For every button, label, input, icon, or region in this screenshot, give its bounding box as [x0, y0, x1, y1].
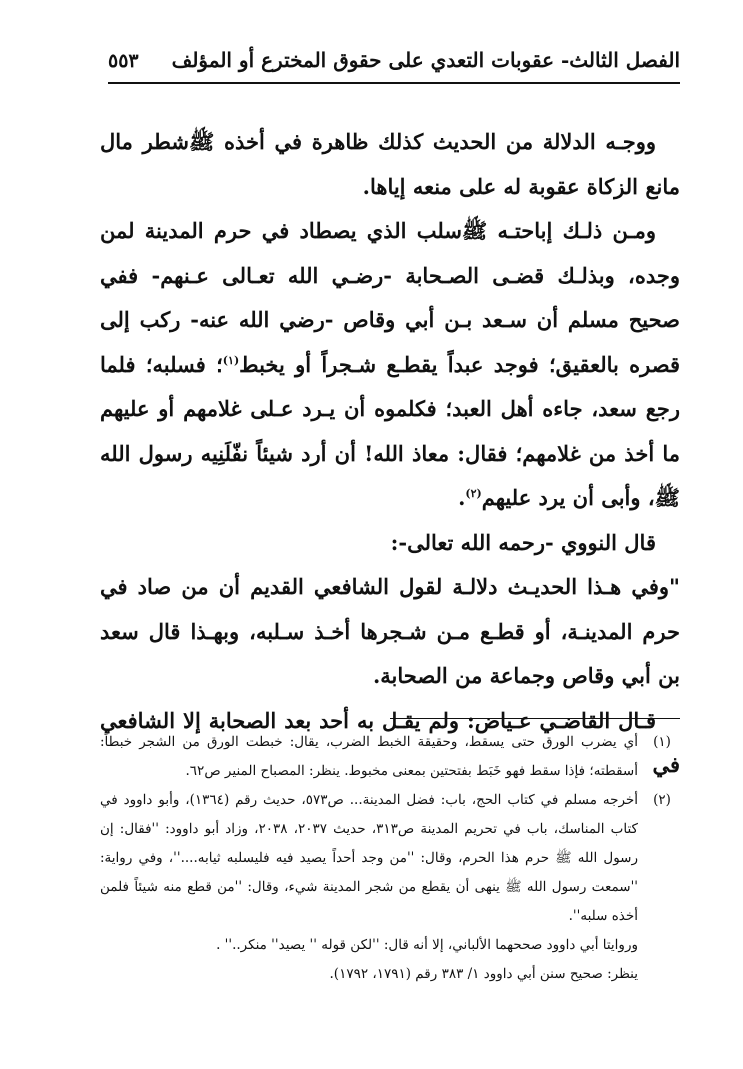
- footnotes: [100, 728, 680, 989]
- running-header: [108, 42, 680, 82]
- chapter-title: الفصل الثالث- عقوبات التعدي على حقوق المخترع أو المؤلف: [171, 48, 680, 72]
- footnote-text: أخرجه مسلم في كتاب الحج، باب: فضل المدينة... ص٥٧٣، حديث رقم (١٣٦٤)، وأبو داوود في كتاب المناسك، باب في تحريم المدينة ص٣١٣، حديث ٢٠٣٧، ٢٠٣٨، وزاد أبو داوود: ''فقال: إن رسول الله ﷺ حرم هذا الحرم، وقال: ''من وجد أحداً يصيد فيه فليسلبه ثيابه....''، وفي رواية: ''سمعت رسول الله ﷺ ينهى أن يقطع من شجر المدينة شيء، وقال: ''من قطع منه شيئاً فلمن أخذه سلبه''.: [100, 792, 638, 924]
- paragraph-2-part-b: ؛ فسلبه؛ فلما رجع سعد، جاءه أهل العبد؛ فكلموه أن يـرد عـلى غلامهم أو عليهم ما أخذ من غلامهم؛ فقال: معاذ الله! أن أرد شيئاً نفّلَنِيه رسول الله ﷺ، وأبى أن يرد عليهم: [100, 351, 680, 510]
- main-text: [100, 120, 680, 788]
- paragraph-4-quote: "وفي هـذا الحديـث دلالـة لقول الشافعي القديم أن من صاد في حرم المدينـة، أو قطـع مـن شـجرها أخـذ سـلبه، وبهـذا قال سعد بن أبي وقاص وجماعة من الصحابة.: [100, 574, 680, 688]
- paragraph-5: قـال القاضـي عـياض: ولم يقـل به أحد بعد الصحابة إلا الشافعي في: [100, 707, 680, 777]
- paragraph-1: ووجـه الدلالة من الحديث كذلك ظاهرة في أخذه ﷺشطر مال مانع الزكاة عقوبة له على منعه إياها.: [100, 129, 680, 199]
- footnote-text: وروايتا أبي داوود صححهما الألباني، إلا أنه قال: ''لكن قوله '' يصيد'' منكر..'' .: [216, 937, 638, 953]
- footnote-separator: [390, 718, 680, 719]
- paragraph-2: [100, 209, 680, 521]
- header-rule: [108, 82, 680, 84]
- footnote-number: (٢): [653, 792, 671, 808]
- footnote-ref-1[interactable]: (١): [222, 353, 240, 367]
- page-number: ٥٥٣: [108, 50, 139, 72]
- footnote-ref-2[interactable]: (٢): [465, 487, 482, 500]
- paragraph-3: قال النووي -رحمه الله تعالى-:: [390, 529, 656, 555]
- paragraph-2-part-a: ومـن ذلـك إباحتـه ﷺسلب الذي يصطاد في حرم المدينة لمن وجده، وبذلـك قضـى الصـحابة -رضـي الله تعـالى عـنهم- ففي صحيح مسلم أن سـعد بـن أبي وقاص -رضي الله عنه- ركب إلى قصره بالعقيق؛ فوجد عبداً يقطـع شـجراً أو يخبط: [100, 218, 680, 377]
- footnote-text: أي يضرب الورق حتى يسقط، وحقيقة الخبط الضرب، يقال: خبطت الورق من الشجر خبطاً: أسقطته؛ فإذا سقط فهو خَبَط بفتحتين بمعنى مخبوط. ينظر: المصباح المنير ص٦٢.: [100, 734, 638, 779]
- footnote-number: (١): [653, 734, 671, 750]
- paragraph-2-end: .: [458, 485, 466, 510]
- footnote-2: [100, 786, 680, 989]
- footnote-text: ينظر: صحيح سنن أبي داوود ١/ ٣٨٣ رقم (١٧٩١، ١٧٩٢).: [329, 966, 638, 982]
- footnote-1: [100, 728, 680, 786]
